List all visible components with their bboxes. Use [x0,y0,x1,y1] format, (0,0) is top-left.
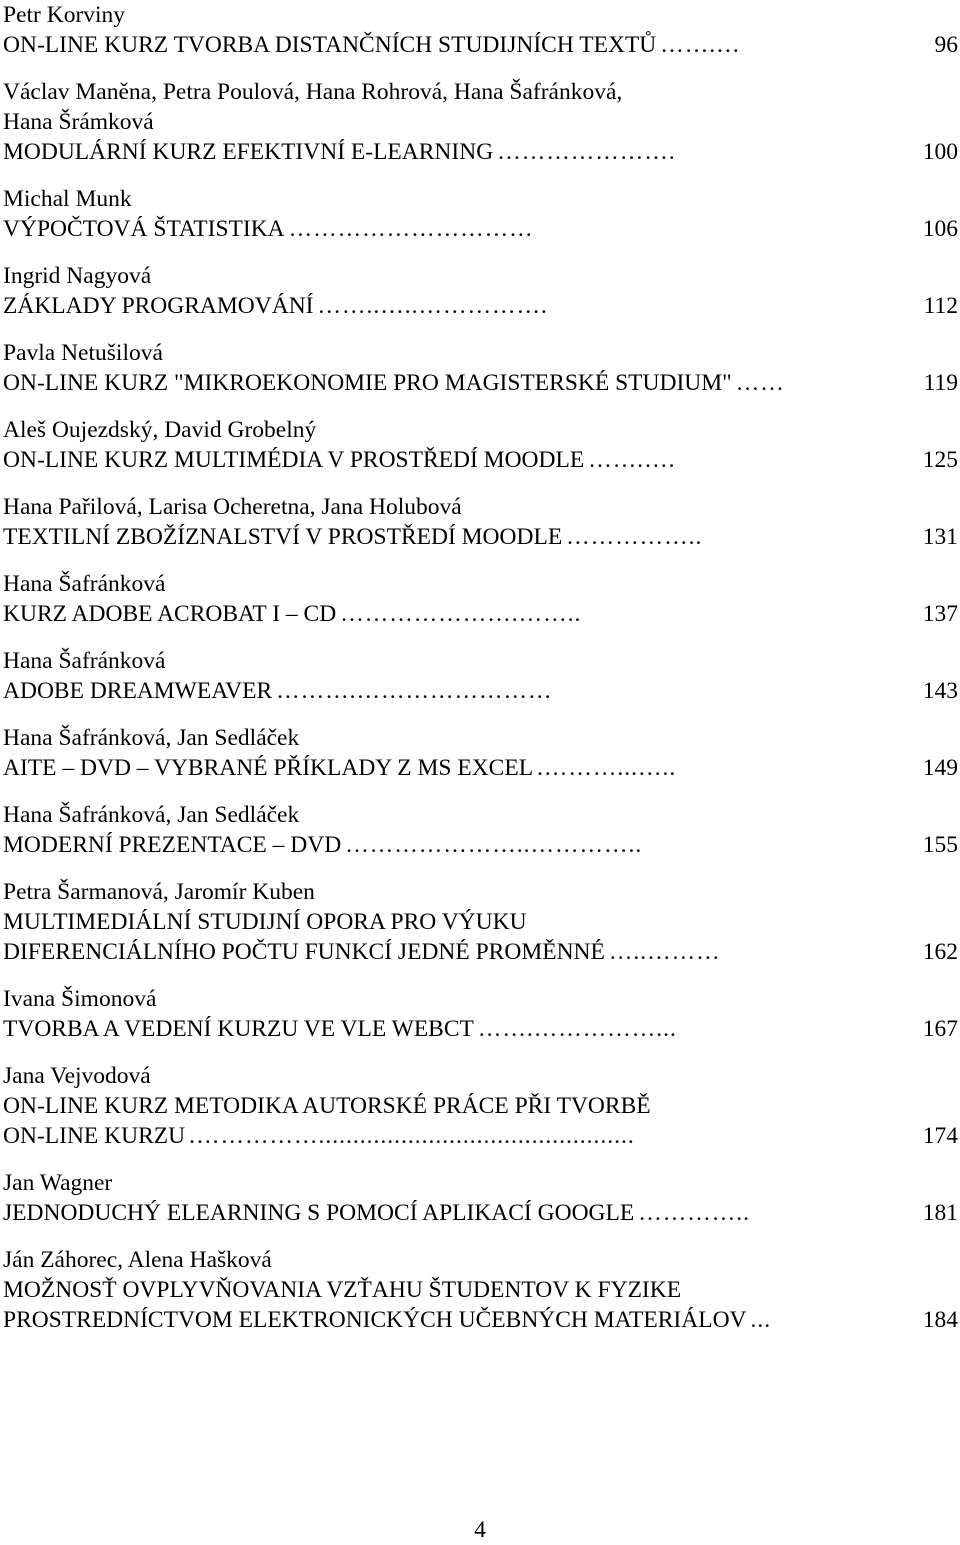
toc-entry [3,646,958,706]
entry-title-row [3,214,958,244]
entry-page-number: 149 [922,755,958,781]
entry-title-row [3,753,958,783]
entry-title-row [3,937,958,967]
entry-page-number: 143 [922,678,958,704]
entry-title: ON-LINE KURZ MULTIMÉDIA V PROSTŘEDÍ MOODLE [3,447,585,473]
entry-authors: Hana Šafránková, Jan Sedláček [3,725,300,751]
entry-authors: Petra Šarmanová, Jaromír Kuben [3,879,315,905]
entry-authors: Václav Maněna, Petra Poulová, Hana Rohrová, Hana Šafránková, [3,79,623,105]
entry-title-row [3,1121,958,1151]
entry-title: AITE – DVD – VYBRANÉ PŘÍKLADY Z MS EXCEL [3,755,534,781]
entry-page-number: 112 [923,293,958,319]
entry-title-row [3,1305,958,1335]
dot-leader: …….……………... [477,1016,677,1042]
toc-entry [3,0,958,60]
toc-entry [3,261,958,321]
entry-authors: Petr Korviny [3,2,126,28]
page-number: 4 [474,1517,486,1543]
dot-leader: …………….. [566,524,703,550]
entry-page-number: 174 [922,1123,958,1149]
entry-authors: Hana Šafránková, Jan Sedláček [3,802,300,828]
entry-authors: Ján Záhorec, Alena Hašková [3,1247,272,1273]
entry-page-number: 155 [922,832,958,858]
entry-title-row [3,137,958,167]
dot-leader: .………...….. [537,755,677,781]
entry-page-number: 181 [922,1200,958,1226]
entry-page-number: 96 [934,32,958,58]
entry-page-number: 131 [922,524,958,550]
entry-title: ADOBE DREAMWEAVER [3,678,273,704]
entry-title: MODERNÍ PREZENTACE – DVD [3,832,342,858]
entry-title: ZÁKLADY PROGRAMOVÁNÍ [3,293,314,319]
toc-entry [3,77,958,167]
dot-leader: ………………….…….. [340,601,582,627]
entry-title-line: ON-LINE KURZ METODIKA AUTORSKÉ PRÁCE PŘI TVORBĚ [3,1093,651,1119]
toc-entry [3,984,958,1044]
dot-leader: ………………………… [288,216,534,242]
entry-title: ON-LINE KURZ "MIKROEKONOMIE PRO MAGISTERSKÉ STUDIUM" [3,370,732,396]
toc-entry [3,569,958,629]
entry-title: ON-LINE KURZ TVORBA DISTANČNÍCH STUDIJNÍCH TEXTŮ [3,32,657,58]
entry-authors: Ivana Šimonová [3,986,157,1012]
toc-entry [3,338,958,398]
entry-authors: Hana Šafránková [3,571,166,597]
entry-title: VÝPOČTOVÁ ŠTATISTIKA [3,216,285,242]
entry-title-row [3,522,958,552]
entry-page-number: 137 [922,601,958,627]
entry-authors: Hana Šrámková [3,109,154,135]
entry-page-number: 162 [922,939,958,965]
toc-entry [3,1061,958,1151]
toc-entry [3,877,958,967]
entry-title-row [3,291,958,321]
dot-leader: …….… [660,32,741,58]
dot-leader: ……..…..……………. [317,293,548,319]
dot-leader: …… [735,370,785,396]
entry-title-row [3,445,958,475]
toc-entry [3,800,958,860]
entry-authors: Michal Munk [3,186,132,212]
entry-title: TEXTILNÍ ZBOŽÍZNALSTVÍ V PROSTŘEDÍ MOODLE [3,524,563,550]
toc-entry [3,415,958,475]
entry-title-row [3,30,958,60]
entry-page-number: 184 [922,1307,958,1333]
dot-leader: …………………..………….. [345,832,643,858]
dot-leader: ... [750,1307,772,1333]
entry-authors: Aleš Oujezdský, David Grobelný [3,417,317,443]
entry-title-row [3,830,958,860]
entry-page-number: 106 [922,216,958,242]
dot-leader: ……….…………………… [276,678,553,704]
entry-title: TVORBA A VEDENÍ KURZU VE VLE WEBCT [3,1016,474,1042]
entry-title-row [3,676,958,706]
entry-title: MODULÁRNÍ KURZ EFEKTIVNÍ E-LEARNING [3,139,494,165]
entry-title-row [3,1014,958,1044]
dot-leader: …….…. [588,447,676,473]
toc-entry [3,492,958,552]
entry-title: DIFERENCIÁLNÍHO POČTU FUNKCÍ JEDNÉ PROMĚNNÉ [3,939,605,965]
dot-leader: ………….. [638,1200,750,1226]
entry-title: KURZ ADOBE ACROBAT I – CD [3,601,337,627]
entry-page-number: 119 [923,370,958,396]
entry-authors: Ingrid Nagyová [3,263,152,289]
entry-authors: Hana Pařilová, Larisa Ocheretna, Jana Holubová [3,494,462,520]
toc-entry [3,723,958,783]
entry-page-number: 125 [922,447,958,473]
entry-title-row [3,1198,958,1228]
entry-title-row [3,599,958,629]
dot-leader: …..……… [608,939,721,965]
entry-page-number: 167 [922,1016,958,1042]
entry-authors: Hana Šafránková [3,648,166,674]
entry-title-line: MULTIMEDIÁLNÍ STUDIJNÍ OPORA PRO VÝUKU [3,909,527,935]
toc-entry [3,1245,958,1335]
dot-leader: …………………. [497,139,676,165]
dot-leader: .…………….............................................. [189,1123,635,1149]
entry-page-number: 100 [922,139,958,165]
entry-title: JEDNODUCHÝ ELEARNING S POMOCÍ APLIKACÍ GOOGLE [3,1200,635,1226]
table-of-contents [3,0,958,1352]
entry-authors: Jana Vejvodová [3,1063,151,1089]
entry-authors: Pavla Netušilová [3,340,163,366]
entry-title-line: MOŽNOSŤ OVPLYVŇOVANIA VZŤAHU ŠTUDENTOV K FYZIKE [3,1277,682,1303]
entry-title: ON-LINE KURZU [3,1123,186,1149]
toc-entry [3,1168,958,1228]
entry-title: PROSTREDNÍCTVOM ELEKTRONICKÝCH UČEBNÝCH MATERIÁLOV [3,1307,747,1333]
entry-authors: Jan Wagner [3,1170,113,1196]
toc-entry [3,184,958,244]
entry-title-row [3,368,958,398]
